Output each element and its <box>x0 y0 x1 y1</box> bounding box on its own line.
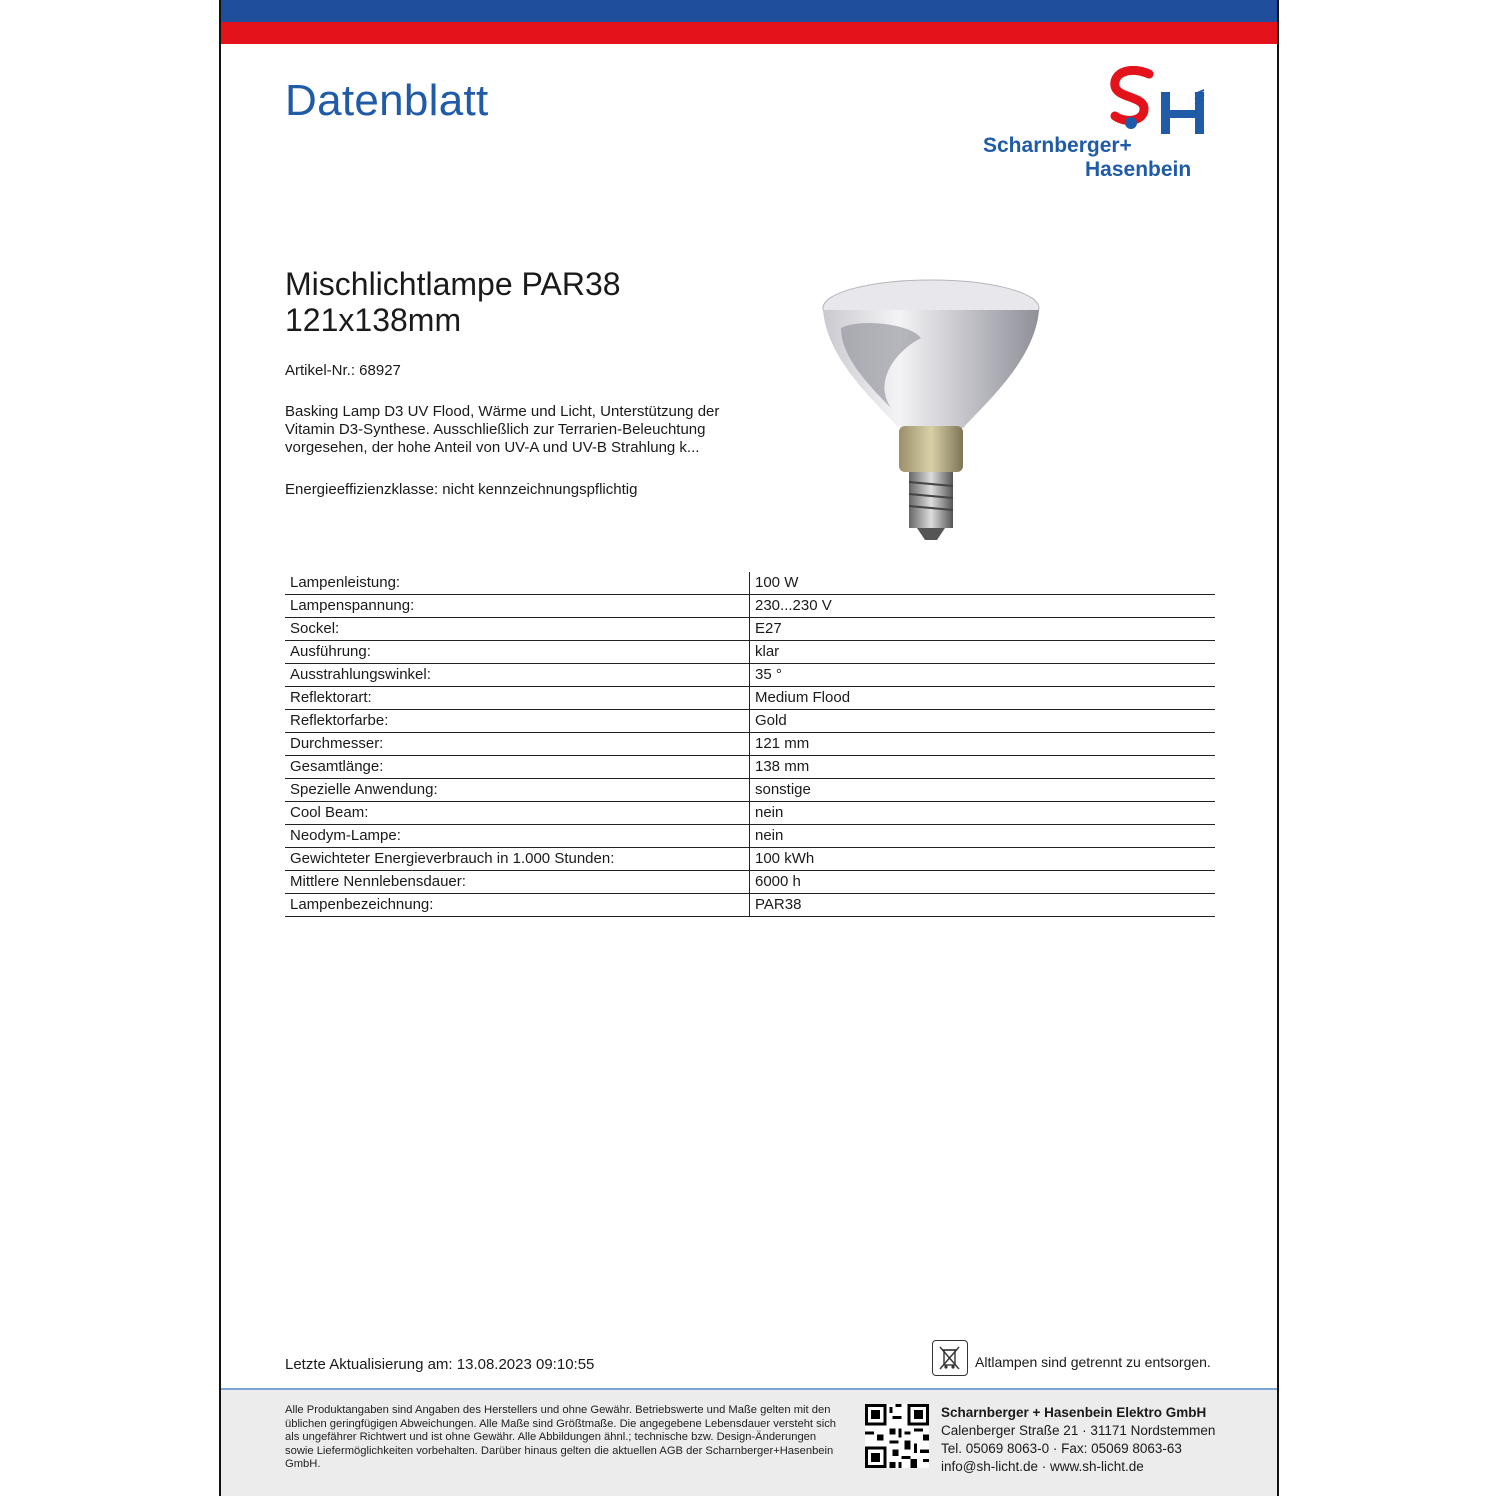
spec-label: Sockel: <box>285 618 750 641</box>
spec-value: PAR38 <box>750 894 1216 917</box>
spec-label: Reflektorart: <box>285 687 750 710</box>
logo-text-line2: Hasenbein <box>1085 158 1192 181</box>
spec-row <box>285 802 1215 825</box>
article-number: Artikel-Nr.: 68927 <box>285 362 401 379</box>
product-title-line2: 121x138mm <box>285 302 462 338</box>
spec-label: Spezielle Anwendung: <box>285 779 750 802</box>
footer-web: info@sh-licht.de · www.sh-licht.de <box>941 1459 1144 1474</box>
lamp-photo-icon <box>801 268 1061 548</box>
spec-label: Ausstrahlungswinkel: <box>285 664 750 687</box>
spec-value: Gold <box>750 710 1216 733</box>
spec-value: 35 ° <box>750 664 1216 687</box>
spec-row <box>285 756 1215 779</box>
spec-row <box>285 779 1215 802</box>
logo-text-line1: Scharnberger+ <box>983 134 1132 157</box>
recycle-notice: Altlampen sind getrennt zu entsorgen. <box>975 1354 1211 1370</box>
spec-value: sonstige <box>750 779 1216 802</box>
spec-label: Ausführung: <box>285 641 750 664</box>
company-logo <box>981 66 1221 186</box>
spec-label: Reflektorfarbe: <box>285 710 750 733</box>
spec-row <box>285 733 1215 756</box>
spec-label: Lampenleistung: <box>285 572 750 595</box>
spec-value: 6000 h <box>750 871 1216 894</box>
spec-label: Mittlere Nennlebensdauer: <box>285 871 750 894</box>
spec-label: Lampenspannung: <box>285 595 750 618</box>
product-title <box>285 266 621 338</box>
spec-value: 100 kWh <box>750 848 1216 871</box>
spec-row <box>285 848 1215 871</box>
spec-row <box>285 664 1215 687</box>
product-description: Basking Lamp D3 UV Flood, Wärme und Licht, Unterstützung der Vitamin D3-Synthese. Ausschließlich zur Terrarien-Beleuchtung vorgesehen, der hohe Anteil von UV-A und UV-B Strahlung k... <box>285 403 720 456</box>
footer-address: Calenberger Straße 21 · 31171 Nordstemmen <box>941 1423 1216 1438</box>
footer-legal-text: Alle Produktangaben sind Angaben des Herstellers und ohne Gewähr. Betriebswerte und Maße gelten mit den üblichen geringfügigen Abweichungen. Alle Maße sind Größtmaße. Die angegebene Lebensdauer versteht sich als ungefährer Richtwert und ist ohne Gewähr. Alle Abbildungen ähnl.; technische bzw. Design-Änderungen sowie Liefermöglichkeiten vorbehalten. Darüber hinaus gelten die aktuellen AGB der Scharnberger+Hasenbein GmbH. <box>285 1404 837 1471</box>
spec-row <box>285 894 1215 917</box>
spec-row <box>285 825 1215 848</box>
spec-row <box>285 710 1215 733</box>
footer-phone: Tel. 05069 8063-0 · Fax: 05069 8063-63 <box>941 1441 1182 1456</box>
spec-row <box>285 871 1215 894</box>
spec-label: Cool Beam: <box>285 802 750 825</box>
spec-value: 121 mm <box>750 733 1216 756</box>
spec-value: nein <box>750 802 1216 825</box>
spec-value: 138 mm <box>750 756 1216 779</box>
energy-class: Energieeffizienzklasse: nicht kennzeichnungspflichtig <box>285 481 638 498</box>
sh-logo-icon <box>981 66 1221 136</box>
spec-value: E27 <box>750 618 1216 641</box>
product-title-line1: Mischlichtlampe PAR38 <box>285 266 621 302</box>
footer-contact <box>941 1404 1215 1476</box>
spec-value: 100 W <box>750 572 1216 595</box>
datasheet-page <box>219 0 1279 1496</box>
header-blue-bar <box>221 0 1277 22</box>
spec-row <box>285 618 1215 641</box>
spec-label: Lampenbezeichnung: <box>285 894 750 917</box>
spec-row <box>285 641 1215 664</box>
qr-code-icon <box>865 1404 929 1468</box>
page-title: Datenblatt <box>285 76 489 125</box>
footer <box>221 1388 1277 1496</box>
crossed-bin-icon <box>932 1340 968 1376</box>
spec-label: Neodym-Lampe: <box>285 825 750 848</box>
spec-row <box>285 687 1215 710</box>
spec-label: Gesamtlänge: <box>285 756 750 779</box>
spec-table <box>285 572 1215 917</box>
header-red-bar <box>221 22 1277 44</box>
spec-label: Gewichteter Energieverbrauch in 1.000 Stunden: <box>285 848 750 871</box>
spec-value: 230...230 V <box>750 595 1216 618</box>
spec-row <box>285 595 1215 618</box>
spec-value: Medium Flood <box>750 687 1216 710</box>
spec-label: Durchmesser: <box>285 733 750 756</box>
spec-value: nein <box>750 825 1216 848</box>
spec-value: klar <box>750 641 1216 664</box>
spec-row <box>285 572 1215 595</box>
footer-company: Scharnberger + Hasenbein Elektro GmbH <box>941 1405 1207 1420</box>
last-updated: Letzte Aktualisierung am: 13.08.2023 09:10:55 <box>285 1356 595 1373</box>
